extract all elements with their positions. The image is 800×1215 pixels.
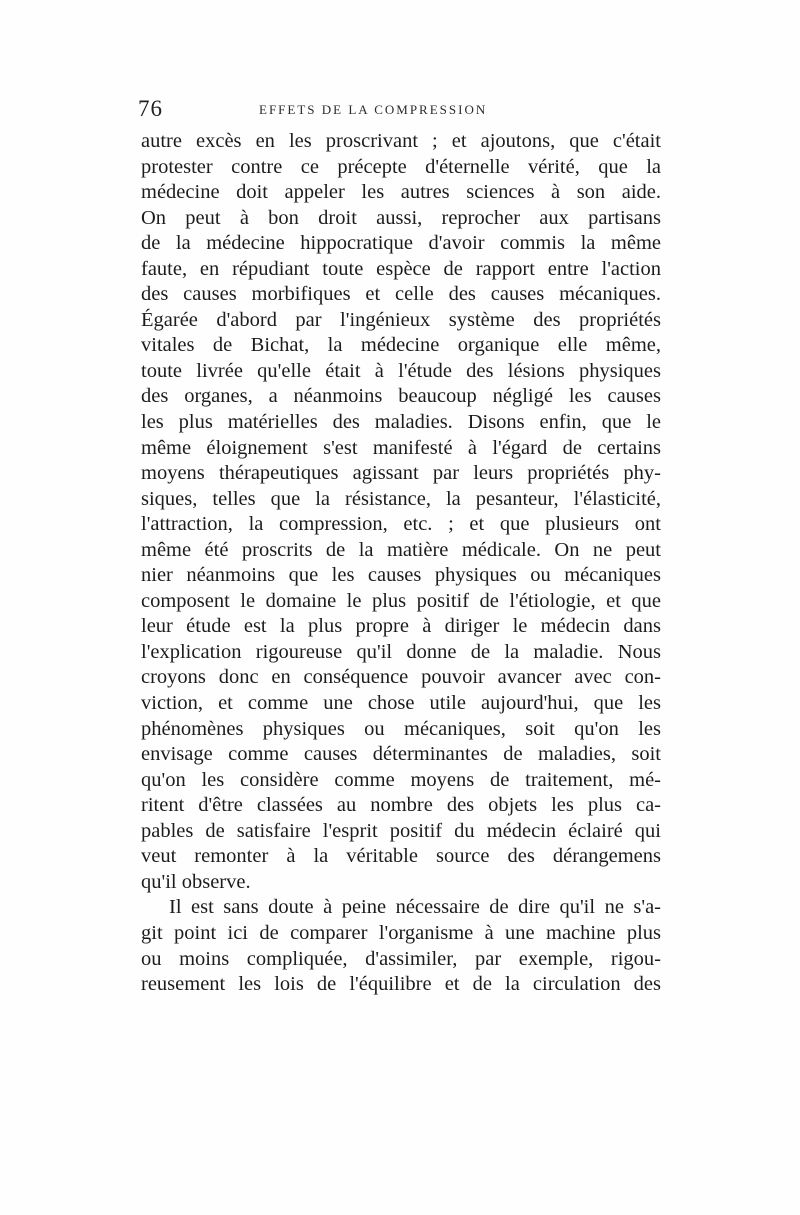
text-line: même été proscrits de la matière médicale. On ne peut bbox=[141, 538, 661, 561]
text-line: ritent d'être classées au nombre des objets les plus ca- bbox=[141, 794, 661, 817]
text-line: croyons donc en conséquence pouvoir avancer avec con- bbox=[141, 666, 661, 689]
page-number: 76 bbox=[138, 96, 163, 121]
text-line: Égarée d'abord par l'ingénieux système des propriétés bbox=[141, 308, 661, 331]
text-line: autre excès en les proscrivant ; et ajoutons, que c'était bbox=[141, 130, 661, 152]
text-line: des causes morbifiques et celle des causes mécaniques. bbox=[141, 283, 661, 306]
text-line: faute, en répudiant toute espèce de rapport entre l'action bbox=[141, 257, 661, 280]
text-line: protester contre ce précepte d'éternelle vérité, que la bbox=[141, 155, 661, 178]
text-line: viction, et comme une chose utile aujourd'hui, que les bbox=[141, 692, 661, 715]
text-line: pables de satisfaire l'esprit positif du médecin éclairé qui bbox=[141, 819, 661, 842]
text-line: de la médecine hippocratique d'avoir commis la même bbox=[141, 232, 661, 255]
text-line: l'explication rigoureuse qu'il donne de la maladie. Nous bbox=[141, 640, 661, 663]
text-line: moyens thérapeutiques agissant par leurs propriétés phy- bbox=[141, 462, 661, 485]
text-line: toute livrée qu'elle était à l'étude des lésions physiques bbox=[141, 359, 661, 382]
text-line: les plus matérielles des maladies. Disons enfin, que le bbox=[141, 411, 661, 434]
text-line: leur étude est la plus propre à diriger le médecin dans bbox=[141, 615, 661, 638]
text-line: qu'on les considère comme moyens de traitement, mé- bbox=[141, 768, 661, 791]
text-line: siques, telles que la résistance, la pesanteur, l'élasticité, bbox=[141, 487, 661, 510]
text-line: ou moins compliquée, d'assimiler, par exemple, rigou- bbox=[141, 947, 661, 970]
text-line: veut remonter à la véritable source des dérangemens bbox=[141, 845, 661, 868]
text-line: vitales de Bichat, la médecine organique elle même, bbox=[141, 334, 661, 357]
text-line: des organes, a néanmoins beaucoup négligé les causes bbox=[141, 385, 661, 408]
text-line: nier néanmoins que les causes physiques ou mécaniques bbox=[141, 564, 661, 587]
body-text bbox=[141, 129, 661, 998]
text-line: reusement les lois de l'équilibre et de la circulation des bbox=[141, 973, 661, 996]
text-line: composent le domaine le plus positif de l'étiologie, et que bbox=[141, 589, 661, 612]
text-line: git point ici de comparer l'organisme à une machine plus bbox=[141, 921, 661, 944]
text-line: l'attraction, la compression, etc. ; et que plusieurs ont bbox=[141, 513, 661, 536]
paragraph-start-line: Il est sans doute à peine nécessaire de dire qu'il ne s'a- bbox=[169, 896, 661, 919]
page-header bbox=[134, 96, 666, 126]
text-line: phénomènes physiques ou mécaniques, soit qu'on les bbox=[141, 717, 661, 740]
text-line: même éloignement s'est manifesté à l'égard de certains bbox=[141, 436, 661, 459]
text-line: On peut à bon droit aussi, reprocher aux partisans bbox=[141, 206, 661, 229]
text-line: envisage comme causes déterminantes de maladies, soit bbox=[141, 743, 661, 766]
text-line: médecine doit appeler les autres sciences à son aide. bbox=[141, 181, 661, 204]
running-title: EFFETS DE LA COMPRESSION bbox=[259, 102, 488, 117]
paragraph-end-line: qu'il observe. bbox=[141, 870, 251, 893]
